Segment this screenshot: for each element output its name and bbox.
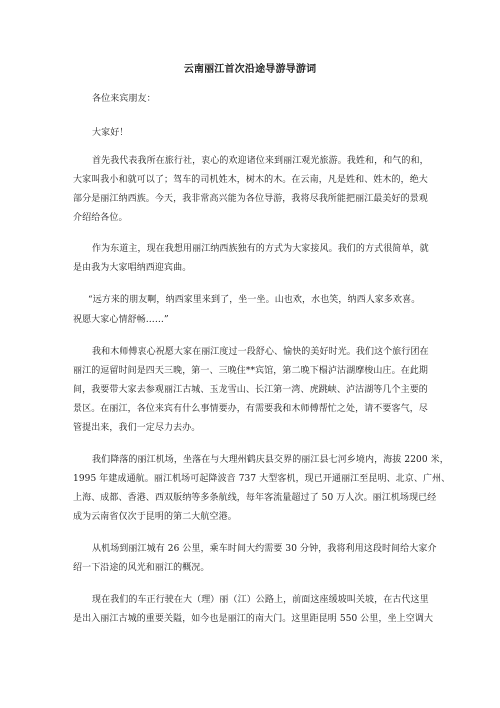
paragraph-1-line-1: 首先我代表我所在旅行社，衷心的欢迎诸位来到丽江观光旅游。我姓和，和气的和， [92,156,429,166]
paragraph-4-line-3: 间，我要带大家去参观丽江古城、玉龙雪山、长江第一湾、虎跳峡、泸沽湖等几个主要的 [73,385,428,395]
paragraph-7-line-2: 是出入丽江古城的重要关隘，如今也是丽江的南大门。这里距昆明 550 公里，坐上空调大 [73,614,434,624]
paragraph-2-line-1: 作为东道主，现在我想用丽江纳西族独有的方式为大家接风。我们的方式很简单，就 [92,244,429,254]
paragraph-5-line-2: 1995 年建成通航。丽江机场可起降波音 737 大型客机，现已开通丽江至昆明、北京、广州、 [73,474,451,484]
greeting: 大家好！ [92,128,129,138]
paragraph-4-line-1: 我和木师傅衷心祝愿大家在丽江度过一段舒心、愉快的美好时光。我们这个旅行团在 [92,347,429,357]
document-title: 云南丽江首次沿途导游导游词 [183,64,317,75]
paragraph-6-line-1: 从机场到丽江城有 26 公里，乘车时间大约需要 30 分钟，我将利用这段时间给大家介 [92,544,437,554]
paragraph-1-line-2: 大家叫我小和就可以了；驾车的司机姓木，树木的木。在云南，凡是姓和、姓木的，绝大 [73,175,428,185]
paragraph-4-line-5: 管提出来，我们一定尽力去办。 [73,423,201,433]
paragraph-5-line-3: 上海、成都、香港、西双版纳等多条航线，每年客流量超过了 50 万人次。丽江机场现已经 [73,493,437,503]
paragraph-1-line-3: 部分是丽江纳西族。今天，我非常高兴能为各位导游，我将尽我所能把丽江最美好的景观 [73,194,428,204]
paragraph-7-line-1: 现在我们的车正行驶在大（理）丽（江）公路上，前面这座缓坡叫关坡，在古代这里 [92,595,429,605]
paragraph-4-line-2: 丽江的逗留时间是四天三晚，第一、三晚住**宾馆，第二晚下榻泸沽湖摩梭山庄。在此期 [73,366,429,376]
paragraph-3-line-2: 祝愿大家心情舒畅……” [73,315,169,325]
paragraph-5-line-1: 我们降落的丽江机场，坐落在与大理州鹤庆县交界的丽江县七河乡境内，海拔 2200 米， [92,455,449,465]
salutation: 各位来宾朋友： [92,94,156,104]
paragraph-5-line-4: 成为云南省仅次于昆明的第二大航空港。 [73,512,237,522]
paragraph-3-line-1: “远方来的朋友啊，纳西家里来到了，坐一坐。山也欢，水也笑，纳西人家多欢喜。 [88,295,421,305]
paragraph-6-line-2: 绍一下沿途的风光和丽江的概况。 [73,563,210,573]
paragraph-4-line-4: 景区。在丽江，各位来宾有什么事情要办，有需要我和木师傅帮忙之处，请不要客气，尽 [73,404,428,414]
paragraph-1-line-4: 介绍给各位。 [73,213,128,223]
paragraph-2-line-2: 是由我为大家唱纳西迎宾曲。 [73,263,192,273]
